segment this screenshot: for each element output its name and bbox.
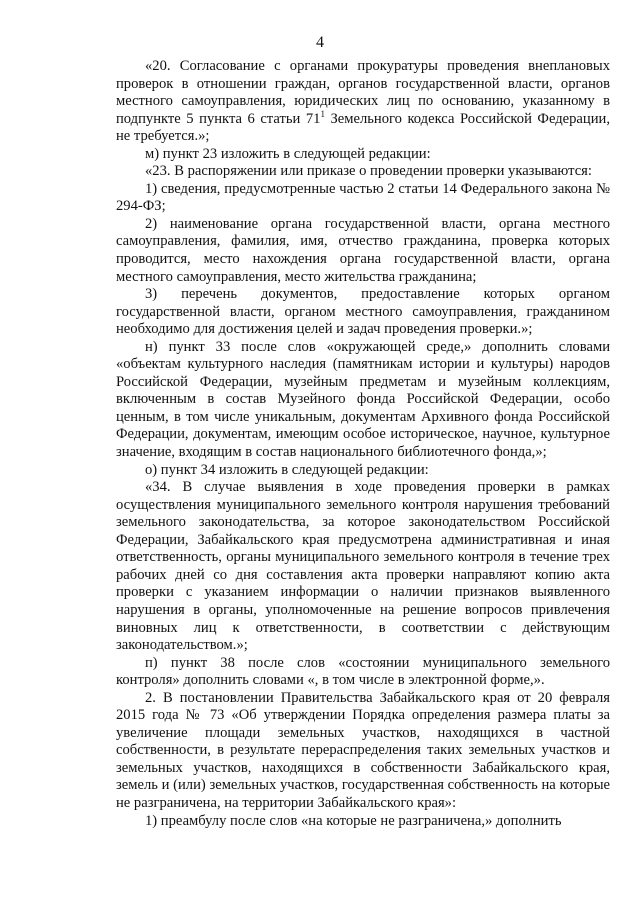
paragraph-item-23-1: 1) сведения, предусмотренные частью 2 статьи 14 Федерального закона № 294-ФЗ; (116, 180, 610, 215)
paragraph-subpoint-o: о) пункт 34 изложить в следующей редакции: (145, 461, 429, 478)
page-number: 4 (316, 34, 324, 51)
paragraph-item-23-2: 2) наименование органа государственной власти, органа местного самоуправления, фамилия, имя, отчество гражданина, проверка которых проводится, место нахождения органа государственной власти, органа местного самоуправления, место жительства гражданина; (116, 215, 610, 285)
paragraph-section-2-1: 1) преамбулу после слов «на которые не разграничена,» дополнить (145, 812, 562, 829)
article-superscript: 1 (320, 108, 325, 119)
paragraph-item-23-3: 3) перечень документов, предоставление которых органом государственной власти, органом местного самоуправления, гражданином необходимо для достижения целей и задач проведения проверки.»; (116, 286, 610, 338)
paragraph-subpoint-m: м) пункт 23 изложить в следующей редакции: (145, 145, 431, 162)
paragraph-subpoint-p: п) пункт 38 после слов «состоянии муниципального земельного контроля» дополнить словами «, в том числе в электронной форме,». (116, 654, 610, 689)
paragraph-item-20 (116, 58, 610, 146)
document-body (116, 58, 610, 830)
paragraph-section-2: 2. В постановлении Правительства Забайкальского края от 20 февраля 2015 года № 73 «Об утверждении Порядка определения размера платы за увеличение площади земельных участков, находящихся в частной собственности, в результате перераспределения таких земельных участков и земельных участков, находящихся в собственности Забайкальского края, земель и (или) земельных участков, государственная собственность на которые не разграничена, на территории Забайкальского края»: (116, 689, 610, 811)
paragraph-item-23: «23. В распоряжении или приказе о проведении проверки указываются: (145, 163, 592, 180)
paragraph-text-continued: Земельного кодекса Российской Федерации, не требуется.»; (116, 110, 610, 145)
paragraph-item-34: «34. В случае выявления в ходе проведения проверки в рамках осуществления муниципального земельного контроля нарушения требований земельного законодательства, за которое законодательством Российской Федерации, Забайкальского края предусмотрена административная и иная ответственность, органы муниципального земельного контроля в течение трех рабочих дней со дня составления акта проверки направляют копию акта проверки с указанием информации о наличии признаков выявленного нарушения в органы, уполномоченные на решение вопросов привлечения виновных лиц к ответственности, в соответствии с действующим законодательством.»; (116, 479, 610, 654)
paragraph-subpoint-n: н) пункт 33 после слов «окружающей среде,» дополнить словами «объектам культурного наследия (памятникам истории и культуры) народов Российской Федерации, музейным предметам и музейным коллекциям, включенным в состав Музейного фонда Российской Федерации, особо ценным, в том числе уникальным, документам Архивного фонда Российской Федерации, документам, имеющим особое историческое, научное, культурное значение, входящим в состав национального библиотечного фонда,»; (116, 338, 610, 461)
paragraph-text: «20. Согласование с органами прокуратуры проведения внеплановых проверок в отношении граждан, органов государственной власти, органов местного самоуправления, юридических лиц по основанию, указанному в подпункте 5 пункта 6 статьи 71 (116, 58, 610, 127)
